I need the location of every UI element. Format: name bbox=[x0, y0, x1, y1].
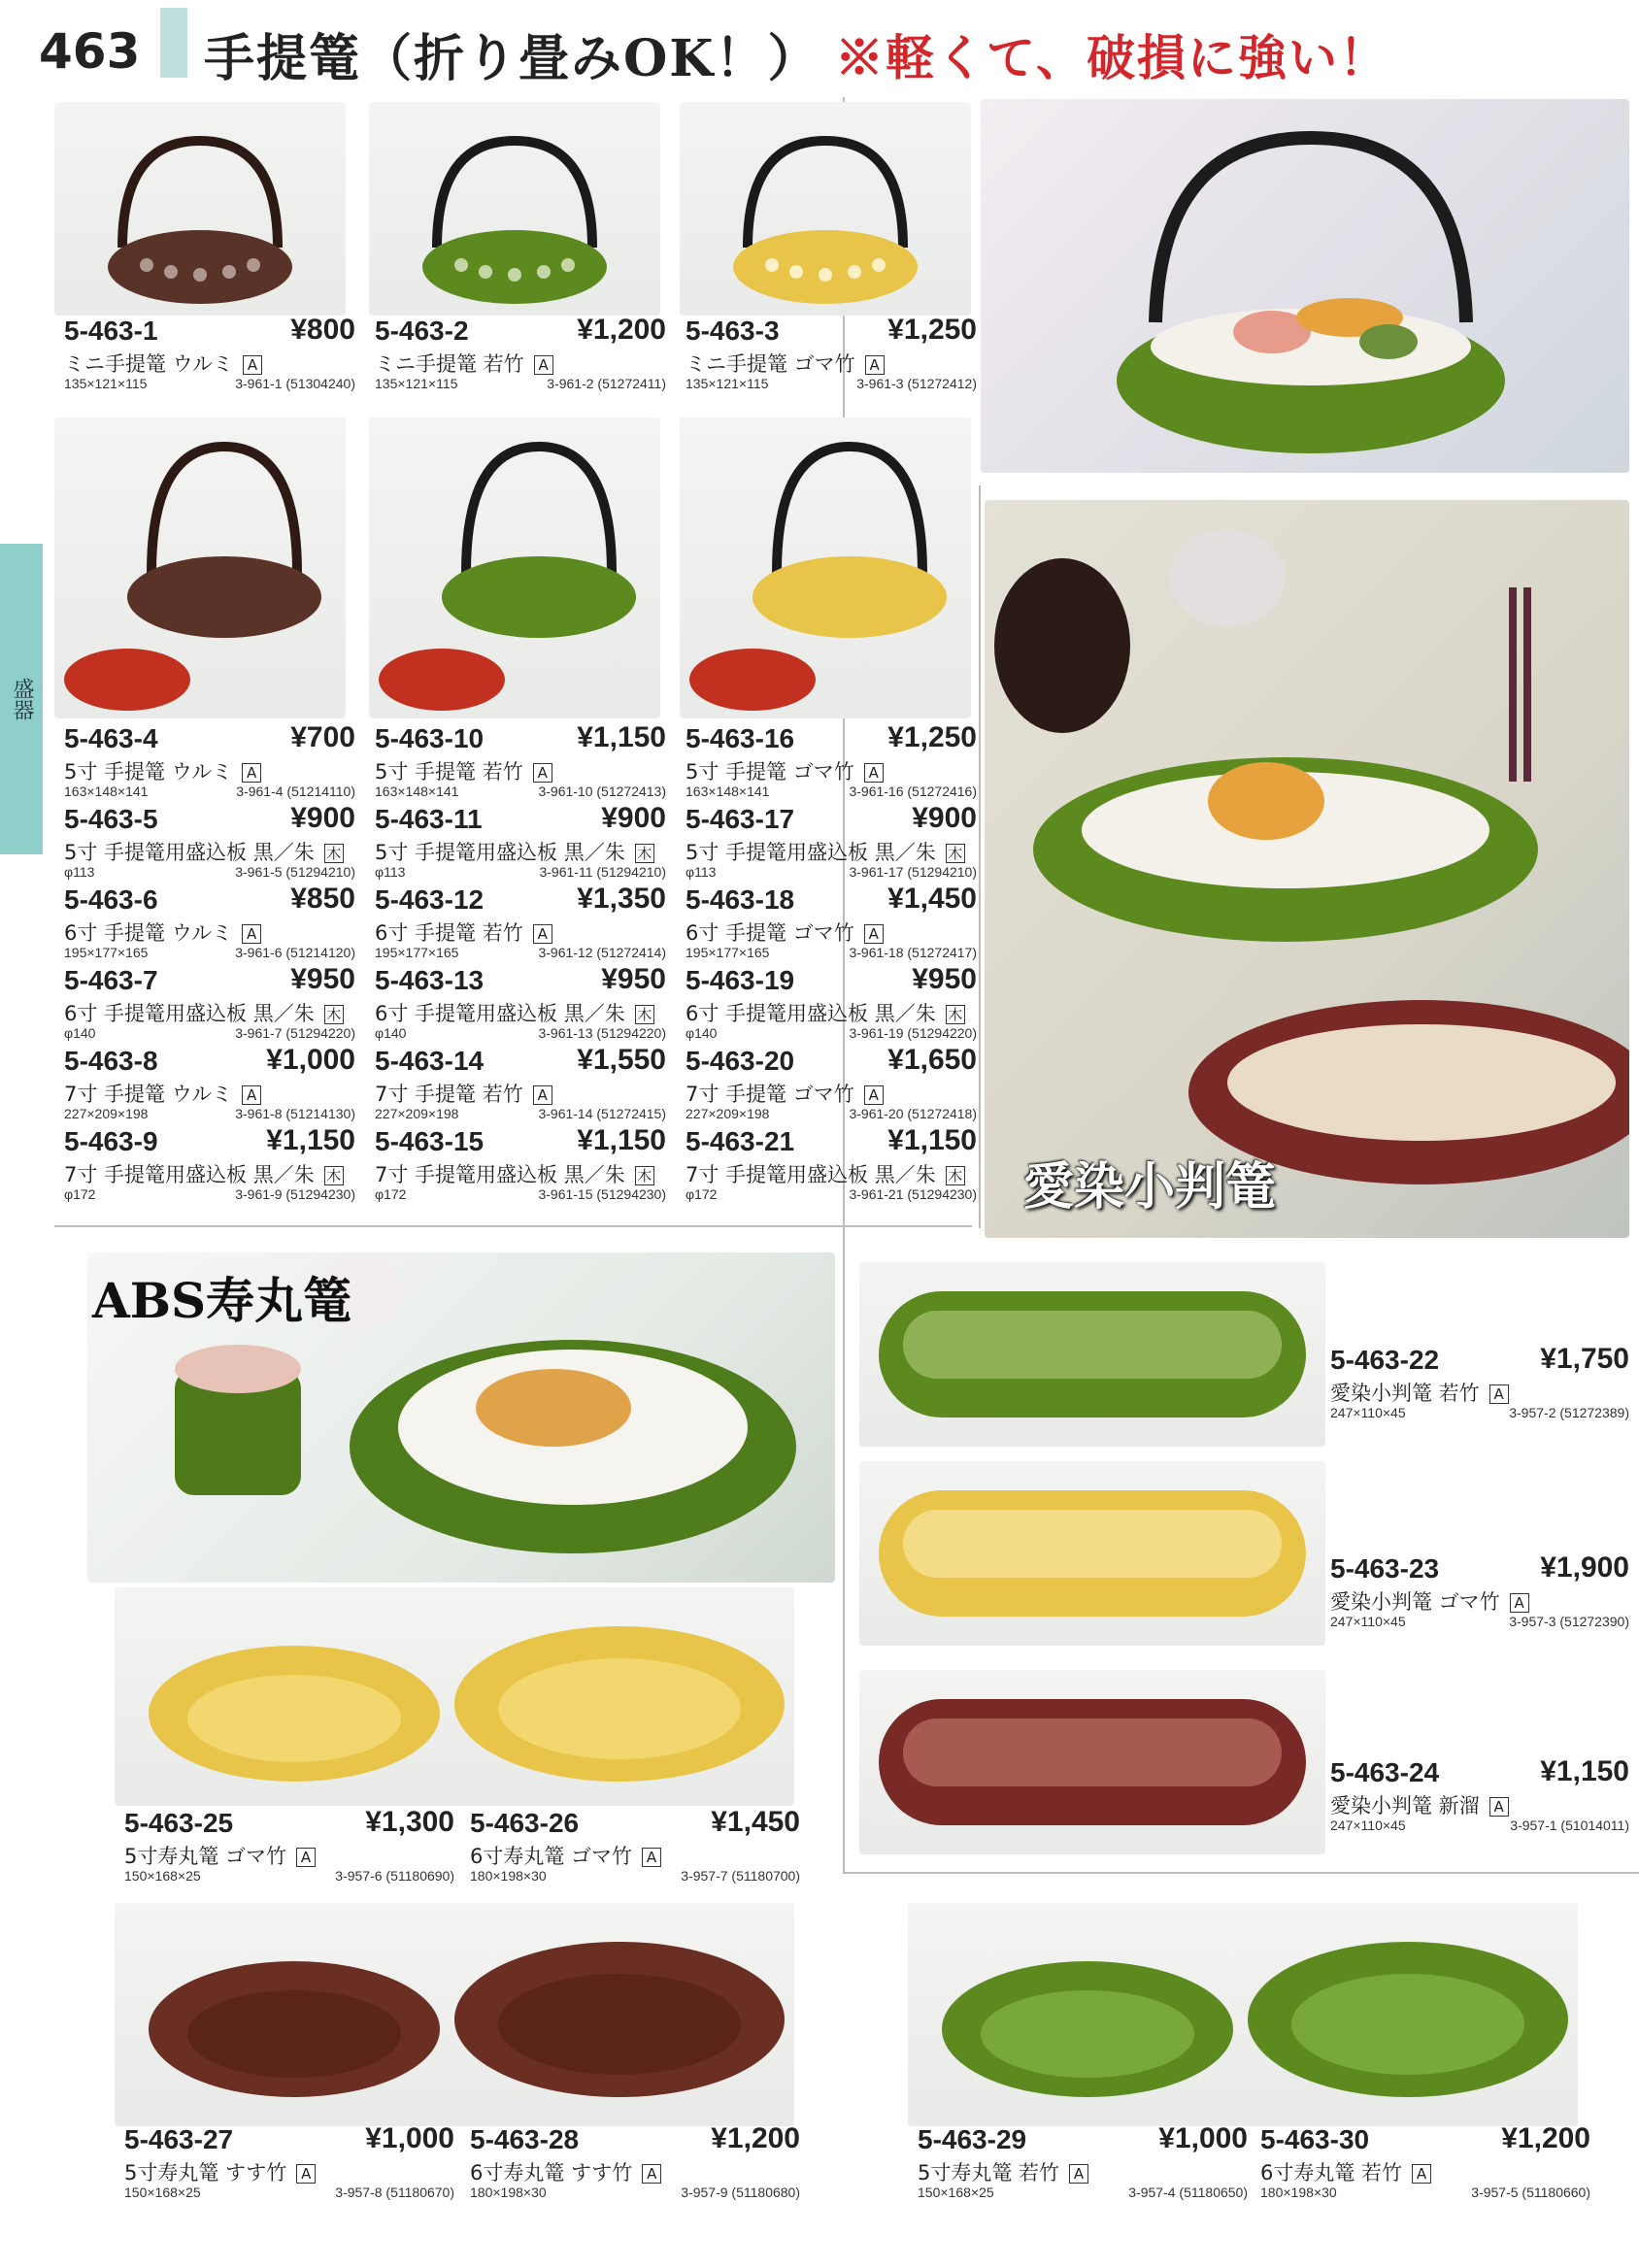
material-mark: 木 bbox=[635, 1005, 654, 1024]
product-photo bbox=[369, 417, 660, 718]
product-size: 150×168×25 bbox=[124, 1868, 201, 1884]
product-price: ¥1,150 bbox=[577, 1124, 666, 1156]
product-price: ¥1,000 bbox=[266, 1044, 355, 1076]
tempura-basket-illustration bbox=[981, 99, 1629, 473]
product-reference: 3-961-1 (51304240) bbox=[235, 376, 355, 391]
product-code: 5-463-21 bbox=[686, 1126, 795, 1156]
product-photo bbox=[680, 417, 971, 718]
product-name-text: ミニ手提篭 ゴマ竹 bbox=[686, 352, 855, 376]
product-name-text: 6寸寿丸篭 若竹 bbox=[1260, 2161, 1403, 2185]
product-name bbox=[64, 349, 262, 378]
product-reference: 3-961-11 (51294210) bbox=[539, 864, 666, 880]
product-label bbox=[375, 1046, 666, 1121]
product-name-text: 5寸 手提篭 若竹 bbox=[375, 760, 523, 784]
marukago-susutake-illustration bbox=[115, 1903, 794, 2126]
product-reference: 3-961-16 (51272416) bbox=[849, 784, 977, 799]
product-code: 5-463-6 bbox=[64, 884, 158, 915]
product-size: φ140 bbox=[375, 1025, 407, 1041]
product-label bbox=[64, 884, 355, 960]
material-mark: A bbox=[864, 1085, 884, 1105]
product-name-text: 6寸 手提篭 ゴマ竹 bbox=[686, 921, 854, 945]
product-label bbox=[470, 1808, 800, 1884]
product-price: ¥1,750 bbox=[1540, 1343, 1629, 1375]
product-reference: 3-961-7 (51294220) bbox=[235, 1025, 355, 1041]
product-price: ¥1,450 bbox=[711, 1806, 800, 1838]
product-code: 5-463-24 bbox=[1330, 1757, 1440, 1787]
product-name-text: 5寸寿丸篭 ゴマ竹 bbox=[124, 1845, 287, 1868]
product-size: 227×209×198 bbox=[64, 1106, 149, 1121]
product-size: 195×177×165 bbox=[375, 945, 459, 960]
marukago-wakatake-illustration bbox=[908, 1903, 1578, 2126]
product-name bbox=[64, 837, 344, 866]
product-name-text: 6寸寿丸篭 ゴマ竹 bbox=[470, 1845, 633, 1868]
product-label bbox=[124, 2124, 454, 2200]
product-size: 247×110×45 bbox=[1330, 1405, 1406, 1420]
material-mark: A bbox=[642, 1848, 661, 1867]
basket-urumi-tray-illustration bbox=[54, 417, 346, 718]
product-code: 5-463-1 bbox=[64, 316, 158, 346]
product-code: 5-463-28 bbox=[470, 2124, 580, 2154]
product-size: φ113 bbox=[64, 864, 95, 880]
product-price: ¥900 bbox=[601, 802, 666, 834]
koban-scene-illustration bbox=[985, 500, 1629, 1238]
product-label bbox=[686, 316, 977, 391]
material-mark: A bbox=[533, 924, 552, 944]
product-name bbox=[1330, 1378, 1509, 1407]
product-name-text: ミニ手提篭 ウルミ bbox=[64, 352, 234, 376]
product-price: ¥1,150 bbox=[266, 1124, 355, 1156]
product-label bbox=[918, 2124, 1248, 2200]
product-size: φ140 bbox=[64, 1025, 96, 1041]
product-name bbox=[918, 2157, 1088, 2186]
basket-urumi-illustration bbox=[54, 102, 346, 316]
product-photo bbox=[908, 1903, 1578, 2126]
product-photo bbox=[369, 102, 660, 316]
product-size: φ113 bbox=[686, 864, 717, 880]
product-label bbox=[375, 723, 666, 799]
product-code: 5-463-16 bbox=[686, 723, 795, 753]
product-code: 5-463-18 bbox=[686, 884, 795, 915]
product-price: ¥1,150 bbox=[887, 1124, 977, 1156]
marukago-gomatake-illustration bbox=[115, 1587, 794, 1806]
product-name bbox=[375, 998, 654, 1027]
product-name bbox=[686, 1079, 884, 1108]
product-name bbox=[375, 756, 552, 785]
material-mark: A bbox=[642, 2164, 661, 2184]
product-name bbox=[64, 756, 261, 785]
product-size: 180×198×30 bbox=[470, 1868, 547, 1884]
product-reference: 3-957-9 (51180680) bbox=[681, 2185, 800, 2200]
material-mark: A bbox=[296, 2164, 316, 2184]
product-reference: 3-961-20 (51272418) bbox=[849, 1106, 977, 1121]
basket-wakatake-tray-illustration bbox=[369, 417, 660, 718]
product-price: ¥1,300 bbox=[365, 1806, 454, 1838]
product-label bbox=[64, 723, 355, 799]
product-name-text: 5寸 手提篭 ゴマ竹 bbox=[686, 760, 854, 784]
product-size: 227×209×198 bbox=[686, 1106, 770, 1121]
product-price: ¥800 bbox=[290, 314, 355, 346]
product-size: 247×110×45 bbox=[1330, 1614, 1406, 1629]
product-label bbox=[1330, 1757, 1629, 1833]
product-photo bbox=[115, 1903, 794, 2126]
material-mark: A bbox=[242, 763, 261, 783]
product-photo bbox=[54, 102, 346, 316]
product-name-text: 7寸 手提篭用盛込板 黒／朱 bbox=[686, 1163, 936, 1186]
product-reference: 3-961-12 (51272414) bbox=[538, 945, 666, 960]
material-mark: 木 bbox=[635, 844, 654, 863]
product-name bbox=[1330, 1790, 1509, 1819]
product-label bbox=[686, 884, 977, 960]
product-photo bbox=[680, 102, 971, 316]
product-price: ¥700 bbox=[290, 721, 355, 753]
divider bbox=[843, 1872, 1639, 1874]
product-label bbox=[686, 723, 977, 799]
product-price: ¥1,000 bbox=[1158, 2122, 1248, 2154]
product-label bbox=[375, 884, 666, 960]
product-size: 135×121×115 bbox=[64, 376, 148, 391]
material-mark: A bbox=[533, 1085, 552, 1105]
product-label bbox=[1260, 2124, 1590, 2200]
product-name bbox=[686, 837, 965, 866]
material-mark: 木 bbox=[324, 844, 344, 863]
product-code: 5-463-22 bbox=[1330, 1345, 1440, 1375]
product-name-text: 7寸 手提篭 若竹 bbox=[375, 1083, 523, 1106]
material-mark: A bbox=[1489, 1384, 1509, 1404]
product-name bbox=[686, 998, 965, 1027]
product-code: 5-463-7 bbox=[64, 965, 158, 995]
product-photo bbox=[859, 1461, 1325, 1646]
product-code: 5-463-14 bbox=[375, 1046, 485, 1076]
product-code: 5-463-17 bbox=[686, 804, 795, 834]
product-name-text: 愛染小判篭 ゴマ竹 bbox=[1330, 1590, 1500, 1614]
product-name-text: 6寸 手提篭用盛込板 黒／朱 bbox=[686, 1002, 936, 1025]
product-price: ¥900 bbox=[290, 802, 355, 834]
product-code: 5-463-3 bbox=[686, 316, 780, 346]
product-label bbox=[375, 316, 666, 391]
product-price: ¥1,150 bbox=[1540, 1755, 1629, 1787]
product-reference: 3-961-13 (51294220) bbox=[538, 1025, 666, 1041]
product-label bbox=[470, 2124, 800, 2200]
product-label bbox=[1330, 1345, 1629, 1420]
product-name-text: 5寸 手提篭 ウルミ bbox=[64, 760, 233, 784]
material-mark: A bbox=[1510, 1593, 1529, 1613]
product-code: 5-463-29 bbox=[918, 2124, 1027, 2154]
material-mark: A bbox=[864, 924, 884, 944]
material-mark: A bbox=[1412, 2164, 1431, 2184]
product-price: ¥950 bbox=[601, 963, 666, 995]
product-photo bbox=[859, 1262, 1325, 1447]
product-label bbox=[686, 965, 977, 1041]
product-label bbox=[1330, 1553, 1629, 1629]
product-name bbox=[686, 756, 884, 785]
product-name-text: 5寸寿丸篭 若竹 bbox=[918, 2161, 1060, 2185]
product-code: 5-463-27 bbox=[124, 2124, 234, 2154]
material-mark: A bbox=[1489, 1797, 1509, 1817]
product-size: 150×168×25 bbox=[124, 2185, 201, 2200]
product-code: 5-463-12 bbox=[375, 884, 485, 915]
product-label bbox=[64, 1046, 355, 1121]
basket-wakatake-illustration bbox=[369, 102, 660, 316]
product-name bbox=[686, 917, 884, 947]
product-size: 163×148×141 bbox=[64, 784, 149, 799]
product-label bbox=[64, 316, 355, 391]
product-code: 5-463-8 bbox=[64, 1046, 158, 1076]
product-size: 195×177×165 bbox=[64, 945, 149, 960]
scene-photo-koban bbox=[985, 500, 1629, 1238]
product-name bbox=[1330, 1586, 1529, 1616]
product-code: 5-463-9 bbox=[64, 1126, 158, 1156]
product-name-text: 5寸 手提篭用盛込板 黒／朱 bbox=[686, 841, 936, 864]
product-name-text: 7寸 手提篭 ウルミ bbox=[64, 1083, 233, 1106]
product-name-text: 5寸 手提篭用盛込板 黒／朱 bbox=[64, 841, 315, 864]
product-reference: 3-961-19 (51294220) bbox=[849, 1025, 977, 1041]
product-name bbox=[1260, 2157, 1431, 2186]
product-reference: 3-957-1 (51014011) bbox=[1510, 1818, 1629, 1833]
product-reference: 3-961-8 (51214130) bbox=[235, 1106, 355, 1121]
product-price: ¥1,550 bbox=[577, 1044, 666, 1076]
category-tab: 盛器 bbox=[0, 544, 43, 854]
koban-gomatake-illustration bbox=[859, 1461, 1325, 1646]
page-number: 463 bbox=[39, 23, 141, 80]
product-price: ¥950 bbox=[912, 963, 977, 995]
product-size: φ172 bbox=[375, 1186, 407, 1202]
product-label bbox=[124, 1808, 454, 1884]
product-reference: 3-957-5 (51180660) bbox=[1471, 2185, 1590, 2200]
product-price: ¥900 bbox=[912, 802, 977, 834]
product-name bbox=[375, 1159, 654, 1188]
material-mark: 木 bbox=[324, 1005, 344, 1024]
section-title: ABS寿丸篭 bbox=[92, 1272, 352, 1329]
product-reference: 3-961-21 (51294230) bbox=[849, 1186, 977, 1202]
product-name bbox=[375, 837, 654, 866]
product-name bbox=[375, 917, 552, 947]
product-code: 5-463-25 bbox=[124, 1808, 234, 1838]
koban-wakatake-illustration bbox=[859, 1262, 1325, 1447]
product-photo bbox=[859, 1670, 1325, 1854]
divider bbox=[54, 1225, 972, 1227]
product-code: 5-463-11 bbox=[375, 804, 483, 834]
product-name-text: 愛染小判篭 若竹 bbox=[1330, 1382, 1480, 1405]
product-name-text: 7寸 手提篭用盛込板 黒／朱 bbox=[375, 1163, 625, 1186]
product-label bbox=[375, 965, 666, 1041]
product-name bbox=[375, 349, 553, 378]
product-name bbox=[64, 917, 261, 947]
product-price: ¥1,900 bbox=[1540, 1551, 1629, 1584]
product-code: 5-463-20 bbox=[686, 1046, 795, 1076]
product-name-text: 6寸 手提篭用盛込板 黒／朱 bbox=[64, 1002, 315, 1025]
product-price: ¥1,650 bbox=[887, 1044, 977, 1076]
material-mark: A bbox=[865, 355, 885, 375]
product-name bbox=[375, 1079, 552, 1108]
basket-gomatake-illustration bbox=[680, 102, 971, 316]
material-mark: A bbox=[534, 355, 553, 375]
product-label bbox=[64, 1126, 355, 1202]
divider bbox=[979, 485, 981, 1228]
product-reference: 3-957-8 (51180670) bbox=[335, 2185, 454, 2200]
product-label bbox=[64, 804, 355, 880]
material-mark: 木 bbox=[946, 1166, 965, 1185]
material-mark: 木 bbox=[946, 1005, 965, 1024]
product-code: 5-463-4 bbox=[64, 723, 158, 753]
product-code: 5-463-2 bbox=[375, 316, 469, 346]
product-size: φ172 bbox=[64, 1186, 96, 1202]
product-name bbox=[64, 1079, 261, 1108]
product-code: 5-463-13 bbox=[375, 965, 485, 995]
product-reference: 3-961-6 (51214120) bbox=[235, 945, 355, 960]
product-price: ¥1,250 bbox=[887, 721, 977, 753]
product-price: ¥850 bbox=[290, 883, 355, 915]
material-mark: A bbox=[864, 763, 884, 783]
product-reference: 3-957-4 (51180650) bbox=[1128, 2185, 1248, 2200]
product-size: φ140 bbox=[686, 1025, 718, 1041]
product-code: 5-463-23 bbox=[1330, 1553, 1440, 1584]
product-code: 5-463-5 bbox=[64, 804, 158, 834]
page-title: 手提篭（折り畳みOK！） bbox=[204, 29, 820, 88]
product-name-text: 7寸 手提篭用盛込板 黒／朱 bbox=[64, 1163, 315, 1186]
product-name bbox=[64, 1159, 344, 1188]
product-name-text: 6寸 手提篭 若竹 bbox=[375, 921, 523, 945]
product-name-text: 6寸 手提篭用盛込板 黒／朱 bbox=[375, 1002, 625, 1025]
material-mark: 木 bbox=[946, 844, 965, 863]
product-size: 180×198×30 bbox=[1260, 2185, 1337, 2200]
product-reference: 3-961-9 (51294230) bbox=[235, 1186, 355, 1202]
product-reference: 3-961-10 (51272413) bbox=[538, 784, 666, 799]
product-code: 5-463-15 bbox=[375, 1126, 485, 1156]
material-mark: 木 bbox=[324, 1166, 344, 1185]
product-size: 195×177×165 bbox=[686, 945, 770, 960]
product-name-text: 5寸 手提篭用盛込板 黒／朱 bbox=[375, 841, 625, 864]
material-mark: A bbox=[242, 924, 261, 944]
material-mark: A bbox=[533, 763, 552, 783]
material-mark: A bbox=[296, 1848, 316, 1867]
product-price: ¥1,450 bbox=[887, 883, 977, 915]
product-size: φ113 bbox=[375, 864, 406, 880]
product-reference: 3-957-7 (51180700) bbox=[681, 1868, 800, 1884]
product-size: 227×209×198 bbox=[375, 1106, 459, 1121]
product-name bbox=[124, 1841, 316, 1870]
product-reference: 3-961-14 (51272415) bbox=[538, 1106, 666, 1121]
product-label bbox=[686, 1126, 977, 1202]
product-reference: 3-961-2 (51272411) bbox=[547, 376, 666, 391]
product-size: φ172 bbox=[686, 1186, 718, 1202]
header-accent-bar bbox=[160, 8, 187, 78]
product-reference: 3-957-2 (51272389) bbox=[1509, 1405, 1629, 1420]
product-name-text: 6寸寿丸篭 すす竹 bbox=[470, 2161, 633, 2185]
product-reference: 3-961-17 (51294210) bbox=[849, 864, 977, 880]
product-reference: 3-961-15 (51294230) bbox=[538, 1186, 666, 1202]
product-name-text: 5寸寿丸篭 すす竹 bbox=[124, 2161, 287, 2185]
product-reference: 3-961-3 (51272412) bbox=[856, 376, 977, 391]
product-size: 150×168×25 bbox=[918, 2185, 994, 2200]
product-reference: 3-961-18 (51272417) bbox=[849, 945, 977, 960]
product-name-text: 愛染小判篭 新溜 bbox=[1330, 1794, 1480, 1818]
product-name-text: ミニ手提篭 若竹 bbox=[375, 352, 524, 376]
product-size: 163×148×141 bbox=[686, 784, 770, 799]
product-code: 5-463-26 bbox=[470, 1808, 580, 1838]
product-reference: 3-957-6 (51180690) bbox=[335, 1868, 454, 1884]
product-label bbox=[686, 804, 977, 880]
product-name bbox=[470, 2157, 661, 2186]
product-price: ¥1,350 bbox=[577, 883, 666, 915]
product-size: 163×148×141 bbox=[375, 784, 459, 799]
product-name bbox=[470, 1841, 661, 1870]
product-reference: 3-961-4 (51214110) bbox=[236, 784, 355, 799]
material-mark: A bbox=[1069, 2164, 1088, 2184]
product-price: ¥1,200 bbox=[711, 2122, 800, 2154]
product-price: ¥1,150 bbox=[577, 721, 666, 753]
product-size: 135×121×115 bbox=[686, 376, 769, 391]
header-note: ※軽くて、破損に強い！ bbox=[835, 29, 1389, 86]
product-price: ¥950 bbox=[290, 963, 355, 995]
scene-photo-tempura-basket bbox=[981, 99, 1629, 473]
product-name bbox=[686, 349, 885, 378]
product-name bbox=[64, 998, 344, 1027]
product-price: ¥1,200 bbox=[577, 314, 666, 346]
product-label bbox=[375, 1126, 666, 1202]
product-code: 5-463-19 bbox=[686, 965, 795, 995]
product-photo bbox=[54, 417, 346, 718]
koban-shintame-illustration bbox=[859, 1670, 1325, 1854]
product-name bbox=[124, 2157, 316, 2186]
product-label bbox=[686, 1046, 977, 1121]
product-code: 5-463-30 bbox=[1260, 2124, 1370, 2154]
product-price: ¥1,000 bbox=[365, 2122, 454, 2154]
product-label bbox=[375, 804, 666, 880]
product-code: 5-463-10 bbox=[375, 723, 485, 753]
product-photo bbox=[115, 1587, 794, 1806]
product-size: 247×110×45 bbox=[1330, 1818, 1406, 1833]
product-label bbox=[64, 965, 355, 1041]
basket-gomatake-tray-illustration bbox=[680, 417, 971, 718]
product-reference: 3-961-5 (51294210) bbox=[235, 864, 355, 880]
product-size: 135×121×115 bbox=[375, 376, 458, 391]
material-mark: A bbox=[242, 1085, 261, 1105]
product-name-text: 7寸 手提篭 ゴマ竹 bbox=[686, 1083, 854, 1106]
product-reference: 3-957-3 (51272390) bbox=[1509, 1614, 1629, 1629]
material-mark: 木 bbox=[635, 1166, 654, 1185]
scene-label: 愛染小判篭 bbox=[1023, 1157, 1277, 1217]
product-name bbox=[686, 1159, 965, 1188]
material-mark: A bbox=[243, 355, 262, 375]
product-price: ¥1,200 bbox=[1501, 2122, 1590, 2154]
product-name-text: 6寸 手提篭 ウルミ bbox=[64, 921, 233, 945]
product-price: ¥1,250 bbox=[887, 314, 977, 346]
product-size: 180×198×30 bbox=[470, 2185, 547, 2200]
